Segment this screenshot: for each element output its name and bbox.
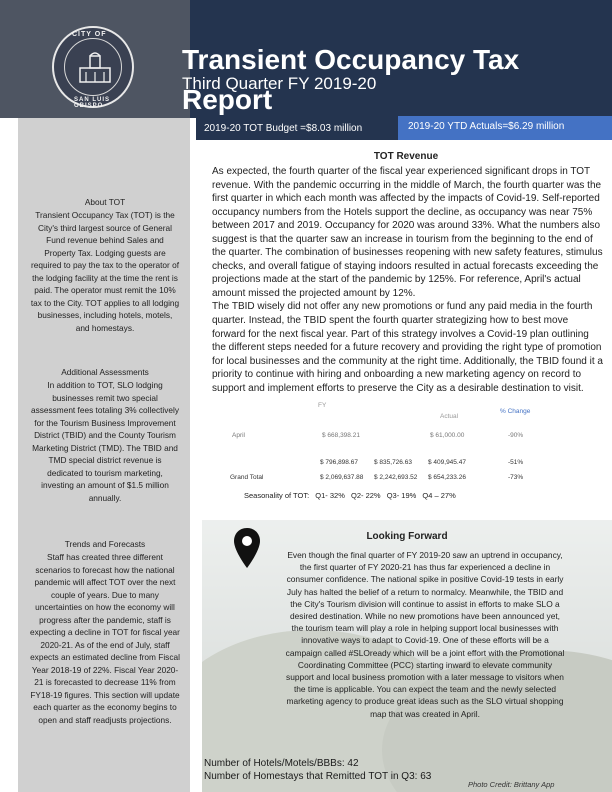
city-seal xyxy=(52,26,134,108)
table-april-value: $ 668,398.21 xyxy=(322,432,360,439)
about-tot-title: About TOT xyxy=(84,197,126,207)
seasonality-q4: Q4 – 27% xyxy=(422,491,456,500)
report-subtitle: Third Quarter FY 2019-20 xyxy=(182,74,377,93)
looking-forward-body: Even though the final quarter of FY 2019-20 saw an uptrend in occupancy, the first quarter of FY 2020-21 has thus far experienced a decline in consumer confidence. The national spike in positive Covid-19 tests in early July has halted the belief of a return to normalcy. Meanwhile, the TBID and the City's Tourism division will continue to assist in efforts to make SLO a desired destination. While no new promotions have been announced yet, the tourism team will play a role in helping support local businesses with innovative ways to adapt to Covid-19. One of these efforts will be a campaign called #SLOready which will be a joint effort with the Promotional Coordinating Committee (PCC) starting inward to elevate community support and local business promotion with a later message to visitors when the time is applicable. You can expect the team and the newly selected marketing agency to produce great ideas such as the SLO virtual shopping map that was created in April. xyxy=(285,550,565,719)
table-total-pct: -73% xyxy=(508,474,524,481)
seal-bottom-text: SAN LUIS OBISPO xyxy=(74,97,111,109)
table-col-change: % Change xyxy=(500,408,531,415)
seasonality-q3: Q3- 19% xyxy=(386,491,417,500)
table-col-fy: FY xyxy=(318,402,327,409)
trends-body: Staff has created three different scenarios to forecast how the national pandemic will affect TOT over the next couple of years. Due to many uncertainties on how the economy will progress after the pandemic, staff is expecting a decline in TOT for fiscal year 2020-21. As of the end of July, staff expects an estimated decline from Fiscal Year 2018-19 of 22%. Fiscal Year 2020-21 is forecasted to decrease 11% from FY18-19 figures. This section will update each quarter as the economy begins to open and staff readjusts projections. xyxy=(30,552,180,725)
tot-revenue-body xyxy=(212,165,604,395)
table-april-pct: -90% xyxy=(508,432,524,439)
homestays-count: Number of Homestays that Remitted TOT in Q3: 63 xyxy=(204,771,432,782)
table-total-actual: $ 654,233.26 xyxy=(428,474,466,481)
table-may-fy2: $ 835,726.63 xyxy=(374,459,412,466)
table-may-pct: -51% xyxy=(508,459,524,466)
seasonality-q2: Q2- 22% xyxy=(350,491,381,500)
report-title: Transient Occupancy Tax xyxy=(182,44,520,75)
assessments-title: Additional Assessments xyxy=(61,367,149,377)
seasonality-q1: Q1- 32% xyxy=(315,491,345,500)
looking-forward-heading: Looking Forward xyxy=(366,531,448,542)
table-may-actual: $ 409,945.47 xyxy=(428,459,466,466)
trends-title: Trends and Forecasts xyxy=(64,539,146,549)
table-grand-total-label: Grand Total xyxy=(230,474,264,481)
photo-credit: Photo Credit: Brittany App xyxy=(468,780,555,789)
ytd-actuals-badge: 2019-20 YTD Actuals=$6.29 million xyxy=(398,116,612,140)
table-row-april: April xyxy=(232,432,246,439)
report-title-word: Report xyxy=(182,84,273,115)
tot-revenue-heading: TOT Revenue xyxy=(373,151,439,162)
table-total-fy2: $ 2,242,693.52 xyxy=(374,474,418,481)
mission-building-icon xyxy=(72,46,118,92)
seasonality-label: Seasonality of TOT: xyxy=(244,491,310,500)
hotels-count: Number of Hotels/Motels/BBBs: 42 xyxy=(204,758,359,769)
table-april-value-actual: $ 61,000.00 xyxy=(430,432,465,439)
seasonality xyxy=(244,491,460,500)
table-col-actual: Actual xyxy=(440,413,459,420)
tot-budget: 2019-20 TOT Budget =$8.03 million xyxy=(204,123,363,134)
tot-revenue-text: As expected, the fourth quarter of the fiscal year experienced significant drops in TOT revenue. With the pandemic occurring in the middle of March, the fourth quarter was the first quarter in which each month was affected by the impacts of Covid-19. Self-reported occupancy numbers from the Hotels support the decline, as occupancy was near 75% between 2017 and 2019. Occupancy for 2020 was around 33%. What the numbers also suggest is that the quarter saw an increase in tourism from the beginning to the end of the quarter. The combination of businesses reopening with new safety features, stimulus checks, and overall fatigue of staying indoors resulted in actual forecasts exceeding the projections made at the start of the pandemic by 125%. For reference, April's actual amount missed the projected amount by 12%. The TBID wisely did not offer any new promotions or fund any paid media in the fourth quarter. Instead, the TBID spent the fourth quarter strategizing how to best move forward for the next fiscal year. Part of this strategy involves a Covid-19 plan outlining the different steps needed for a future recovery and providing the right type of promotion for local businesses and the community at the right time. Additionally, the TBID found it a priority to continue with hiring and onboarding a new marketing agency on record to support and implement efforts to preserve the City as a desirable destination to visit. xyxy=(212,166,603,394)
table-total-fy1: $ 2,069,637.88 xyxy=(320,474,364,481)
assessments-body: In addition to TOT, SLO lodging businesses remit two special assessment fees totaling 3% collectively for the Tourism Business Improvement District (TBID) and the County Tourism Marketing District (TMD). The TBID and TMD special district revenue is dedicated to tourism marketing, investing an amount of $1.5 million annually. xyxy=(30,380,180,503)
lodging-counts xyxy=(204,757,431,783)
about-tot-body: Transient Occupancy Tax (TOT) is the City's third largest source of General Fund revenue behind Sales and Property Tax. Lodging guests are required to pay the tax to the operator of the lodging facility at the time the rent is paid. The operator must remit the 10% tax to the City. TOT applies to all lodging businesses, including hotels, motels, and homestays. xyxy=(30,210,180,333)
seal-top-text: CITY OF xyxy=(72,31,107,38)
table-may-fy1: $ 796,898.67 xyxy=(320,459,358,466)
